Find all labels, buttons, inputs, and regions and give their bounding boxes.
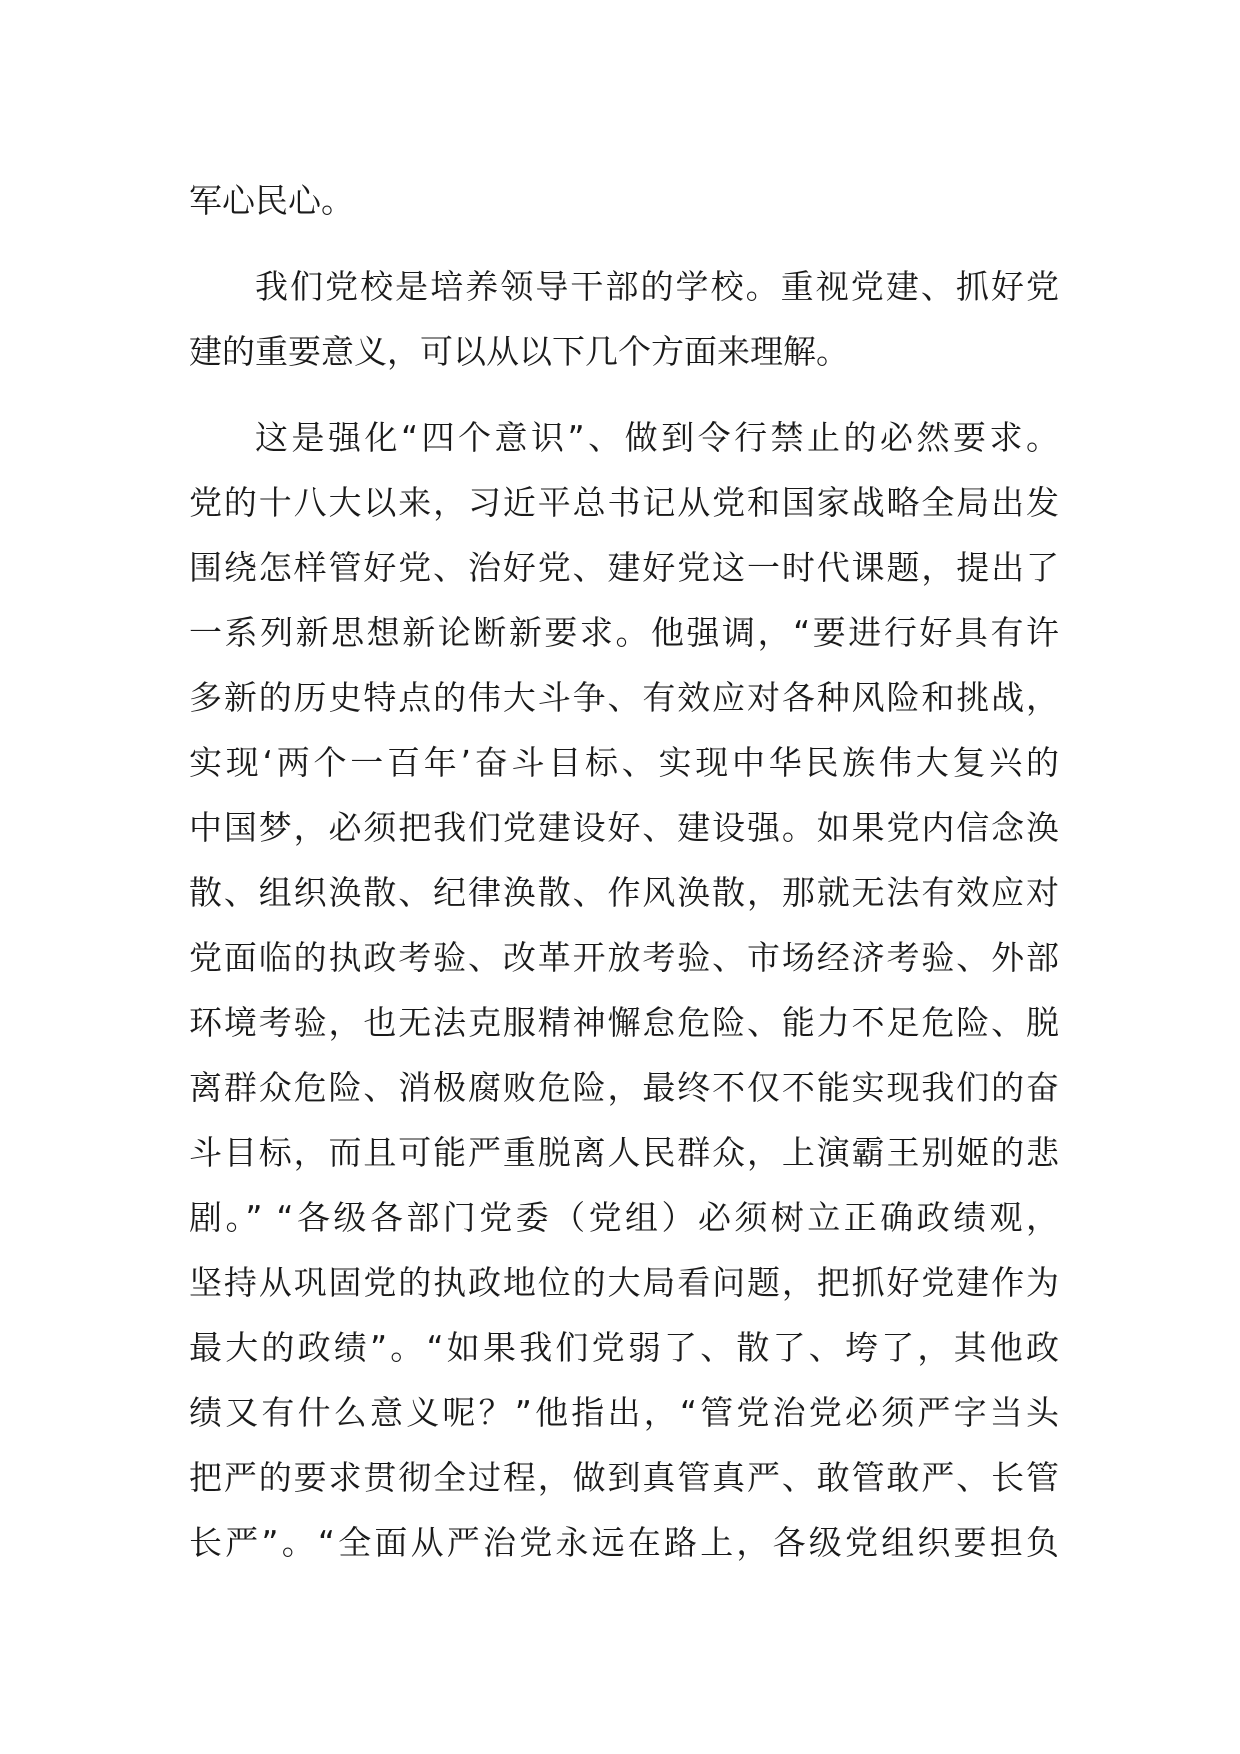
text-line: 中国梦，必须把我们党建设好、建设强。如果党内信念涣 bbox=[189, 808, 1059, 847]
text-line: 坚持从巩固党的执政地位的大局看问题，把抓好党建作为 bbox=[189, 1263, 1059, 1302]
text-line: 斗目标，而且可能严重脱离人民群众，上演霸王别姬的悲 bbox=[189, 1133, 1059, 1172]
text-line: 多新的历史特点的伟大斗争、有效应对各种风险和挑战， bbox=[189, 678, 1059, 717]
text-line: 绩又有什么意义呢？”他指出，“管党治党必须严字当头 bbox=[189, 1393, 1059, 1432]
text-line: 环境考验，也无法克服精神懈怠危险、能力不足危险、脱 bbox=[189, 1003, 1059, 1042]
document-body bbox=[189, 168, 1059, 1575]
text-line: 党的十八大以来，习近平总书记从党和国家战略全局出发 bbox=[189, 483, 1059, 522]
text-line: 长严”。“全面从严治党永远在路上，各级党组织要担负 bbox=[189, 1523, 1059, 1562]
text-line: 离群众危险、消极腐败危险，最终不仅不能实现我们的奋 bbox=[189, 1068, 1059, 1107]
text-line: 围绕怎样管好党、治好党、建好党这一时代课题，提出了 bbox=[189, 548, 1059, 587]
text-line: 我们党校是培养领导干部的学校。重视党建、抓好党 bbox=[255, 267, 1059, 306]
text-line: 这是强化“四个意识”、做到令行禁止的必然要求。 bbox=[255, 418, 1059, 457]
text-line: 建的重要意义，可以从以下几个方面来理解。 bbox=[189, 332, 849, 371]
text-line: 最大的政绩”。“如果我们党弱了、散了、垮了，其他政 bbox=[189, 1328, 1059, 1367]
text-line: 把严的要求贯彻全过程，做到真管真严、敢管敢严、长管 bbox=[189, 1458, 1059, 1497]
paragraph bbox=[189, 254, 1059, 384]
text-line: 党面临的执政考验、改革开放考验、市场经济考验、外部 bbox=[189, 938, 1059, 977]
paragraph-gap bbox=[189, 233, 1059, 254]
text-line: 实现‘两个一百年’奋斗目标、实现中华民族伟大复兴的 bbox=[189, 743, 1059, 782]
text-line: 剧。” “各级各部门党委（党组）必须树立正确政绩观， bbox=[189, 1198, 1059, 1237]
paragraph-gap bbox=[189, 384, 1059, 405]
text-line: 一系列新思想新论断新要求。他强调，“要进行好具有许 bbox=[189, 613, 1059, 652]
text-line: 散、组织涣散、纪律涣散、作风涣散，那就无法有效应对 bbox=[189, 873, 1059, 912]
paragraph bbox=[189, 168, 1059, 233]
paragraph bbox=[189, 405, 1059, 1575]
text-line: 军心民心。 bbox=[189, 181, 354, 220]
